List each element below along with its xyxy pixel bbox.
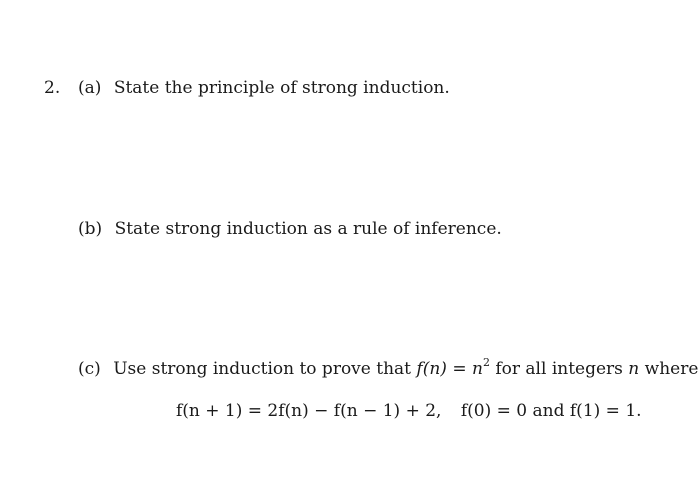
- part-c: [78, 356, 699, 379]
- question-number: 2.: [44, 78, 61, 98]
- part-c-claim-lhs: f(n): [416, 359, 447, 379]
- part-c-text-after: where: [644, 359, 699, 379]
- part-c-var: n: [628, 359, 640, 379]
- part-a-text: State the principle of strong induction.: [113, 78, 450, 98]
- part-c-text-middle: for all integers: [495, 359, 623, 379]
- part-c-claim-rhs: [471, 356, 490, 379]
- initial-condition-2: f(1) = 1.: [569, 401, 642, 421]
- part-a-label: (a): [78, 78, 102, 98]
- recurrence-relation: f(n + 1) = 2f(n) − f(n − 1) + 2,: [176, 401, 442, 421]
- part-c-claim-exp: 2: [482, 356, 490, 370]
- part-b-label: (b): [78, 219, 103, 239]
- part-a: [78, 78, 450, 98]
- part-b-text: State strong induction as a rule of inference.: [114, 219, 502, 239]
- part-b: [78, 219, 502, 239]
- part-c-text-before: Use strong induction to prove that: [113, 359, 411, 379]
- part-c-equals: =: [452, 359, 467, 379]
- part-c-claim-base: n: [471, 359, 483, 379]
- recurrence-equation: [176, 401, 642, 421]
- initial-condition-1: f(0) = 0: [460, 401, 528, 421]
- and-word: and: [532, 401, 565, 421]
- part-c-label: (c): [78, 359, 101, 379]
